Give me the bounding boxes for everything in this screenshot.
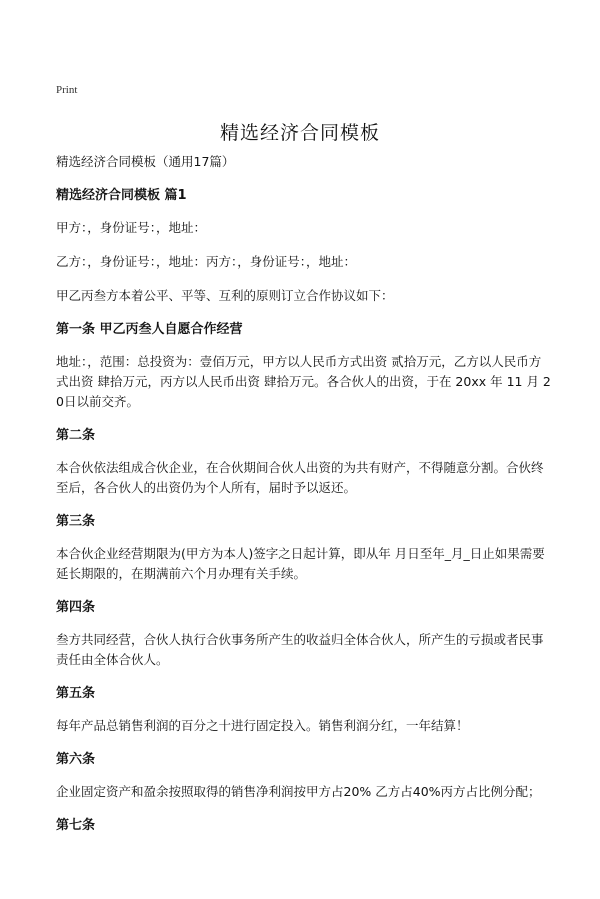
print-label: Print [56, 84, 78, 96]
article-2-body: 本合伙依法组成合伙企业，在合伙期间合伙人出资的为共有财产，不得随意分割。合伙终至后，各合伙人的出资仍为个人所有，届时予以返还。 [56, 460, 544, 495]
document-subtitle: 精选经济合同模板（通用17篇） [56, 154, 235, 169]
section-title: 精选经济合同模板 篇1 [56, 188, 187, 203]
article-4-body: 叁方共同经营，合伙人执行合伙事务所产生的收益归全体合伙人，所产生的亏损或者民事责任由全体合伙人。 [56, 632, 544, 667]
article-1-body: 地址：，范围：总投资为：壹佰万元，甲方以人民币方式出资 贰拾万元，乙方以人民币方式出资 肆拾万元，丙方以人民币出资 肆拾万元。各合伙人的出资，于在 20xx 年 11 月 20日以前交齐。 [56, 354, 551, 409]
document-body [56, 152, 552, 848]
article-6-body: 企业固定资产和盈余按照取得的销售净利润按甲方占20% 乙方占40%丙方占比例分配； [56, 784, 541, 799]
article-6-heading: 第六条 [56, 752, 96, 767]
article-7-heading: 第七条 [56, 818, 96, 833]
article-5-heading: 第五条 [56, 686, 96, 701]
intro-paragraph: 甲乙丙叁方本着公平、平等、互利的原则订立合作协议如下： [56, 288, 394, 303]
article-3-heading: 第三条 [56, 514, 96, 529]
document-title: 精选经济合同模板 [219, 122, 380, 144]
article-4-heading: 第四条 [56, 600, 96, 615]
article-2-heading: 第二条 [56, 428, 96, 443]
article-5-body: 每年产品总销售利润的百分之十进行固定投入。销售利润分红，一年结算！ [56, 718, 469, 733]
article-3-body: 本合伙企业经营期限为(甲方为本人)签字之日起计算，即从年 月日至年_月_日止如果需要延长期限的，在期满前六个月办理有关手续。 [56, 546, 545, 581]
article-1-heading: 第一条 甲乙丙叁人自愿合作经营 [56, 322, 243, 337]
party-a-line: 甲方：，身份证号：，地址： [56, 220, 207, 235]
party-b-c-line: 乙方：，身份证号：，地址：丙方：，身份证号：，地址： [56, 254, 357, 269]
